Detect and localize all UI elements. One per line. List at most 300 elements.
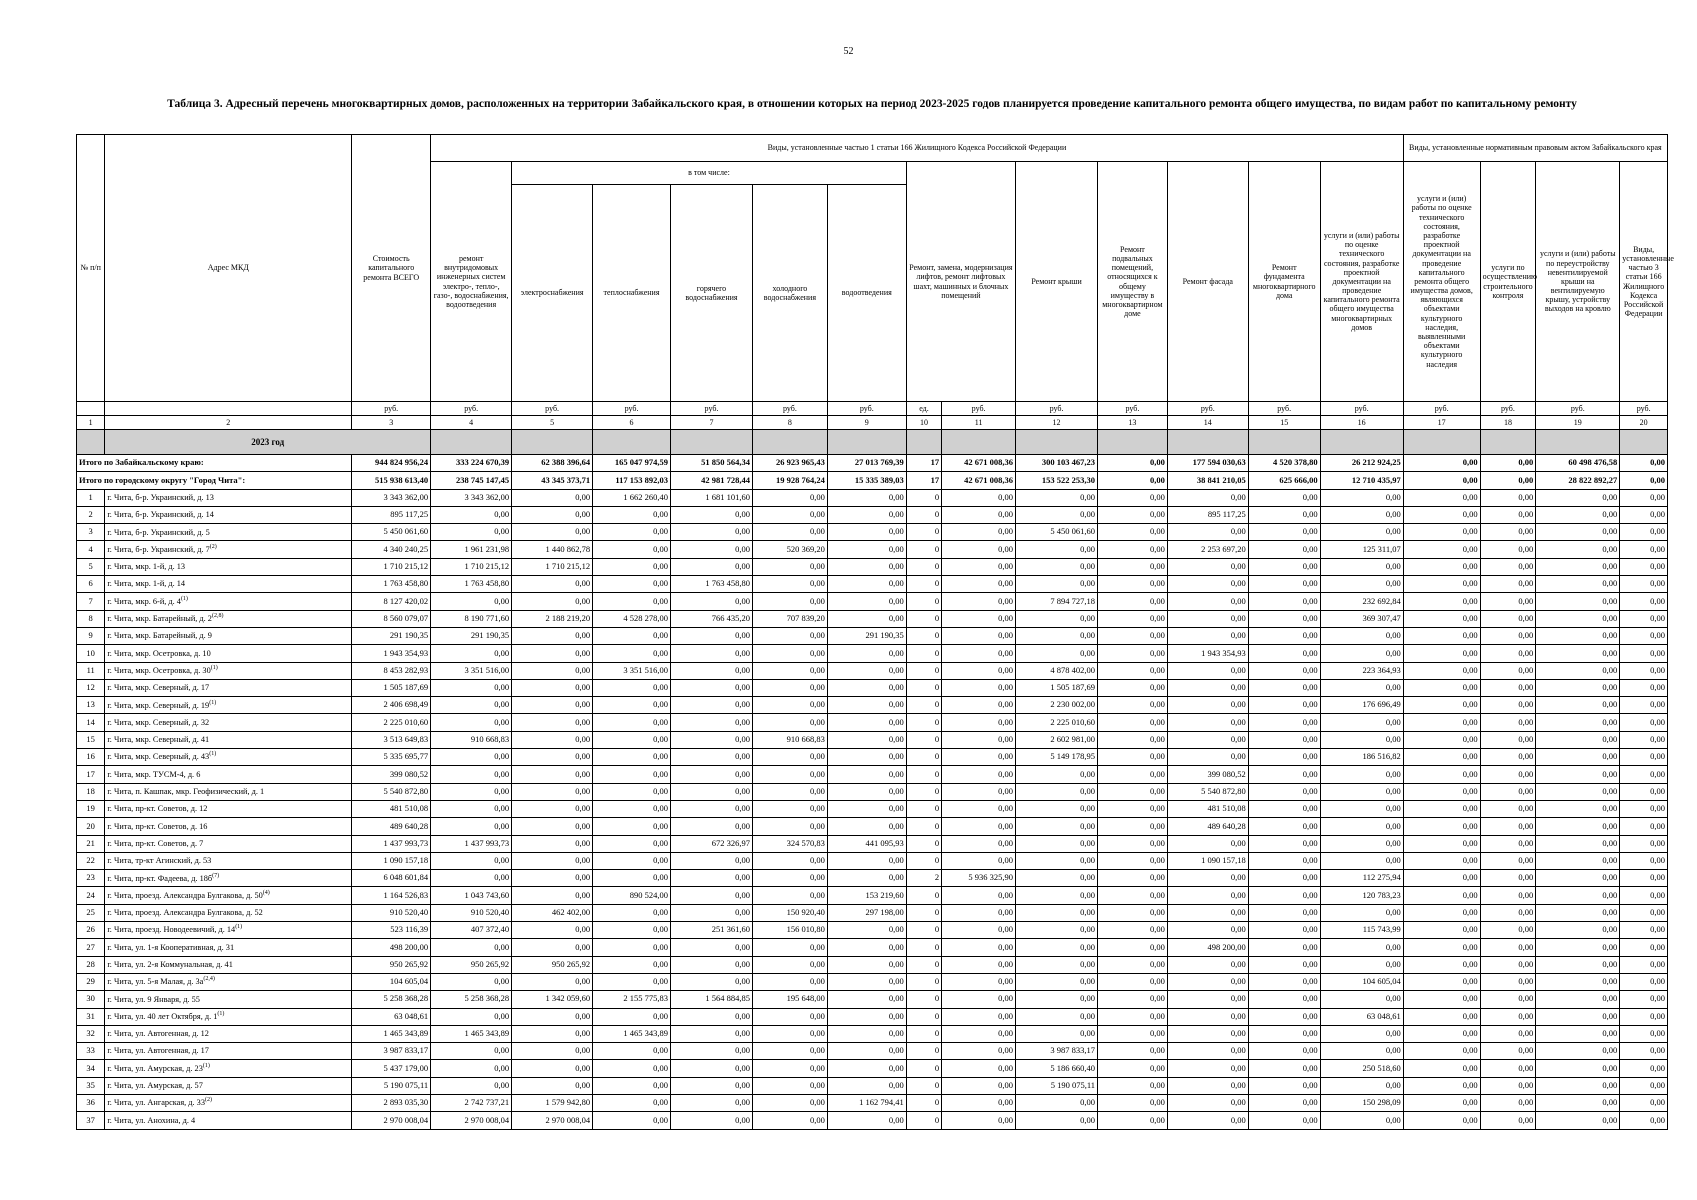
value-cell: 0,00 [942,922,1016,939]
value-cell: 0,00 [1320,991,1403,1008]
address-cell [105,697,352,714]
value-cell: 4 340 240,25 [352,541,431,558]
value-cell: 0,00 [1016,783,1098,800]
unit-cell: руб. [827,402,906,416]
value-cell: 0,00 [1620,766,1668,783]
value-cell: 0,00 [752,662,827,679]
value-cell: 0,00 [1620,731,1668,748]
value-cell: 0,00 [1016,489,1098,506]
address-cell [105,783,352,800]
value-cell: 0,00 [593,714,671,731]
value-cell: 0,00 [1167,662,1248,679]
value-cell: 0,00 [1320,904,1403,921]
row-number-cell: 11 [77,662,105,679]
value-cell: 0 [906,766,941,783]
value-cell: 0,00 [671,593,753,610]
value-cell: 707 839,20 [752,610,827,627]
value-cell: 0,00 [1480,714,1536,731]
value-cell: 0,00 [1480,852,1536,869]
value-cell: 0,00 [1536,558,1620,575]
address-text: г. Чита, ул. Автогенная, д. 17 [107,1046,209,1056]
value-cell: 0,00 [1536,714,1620,731]
value-cell: 0,00 [1536,766,1620,783]
value-cell: 0,00 [752,749,827,766]
value-cell: 0,00 [593,939,671,956]
table-row [77,852,1668,869]
value-cell: 4 528 278,00 [593,610,671,627]
value-cell: 0,00 [1248,1112,1320,1129]
address-text: г. Чита, б-р. Украинский, д. 7 [107,544,210,554]
header-group-federal: Виды, установленные частью 1 статьи 166 Жилищного Кодекса Российской Федерации [431,135,1404,162]
value-cell: 0,00 [512,697,593,714]
value-cell: 0,00 [431,524,512,541]
value-cell: 0,00 [1536,852,1620,869]
value-cell: 0,00 [512,1008,593,1025]
value-cell: 324 570,83 [752,835,827,852]
total-value-cell: 42 981 728,44 [671,472,753,489]
value-cell: 0 [906,645,941,662]
table-row [77,800,1668,817]
row-number-cell: 25 [77,904,105,921]
value-cell: 0,00 [1248,593,1320,610]
total-row [77,472,1668,489]
value-cell: 1 164 526,83 [352,887,431,904]
value-cell: 0,00 [1620,783,1668,800]
value-cell: 2 406 698,49 [352,697,431,714]
value-cell: 0,00 [1403,800,1480,817]
value-cell: 0,00 [1480,991,1536,1008]
value-cell: 0,00 [1016,939,1098,956]
value-cell: 0,00 [1403,662,1480,679]
total-value-cell: 153 522 253,30 [1016,472,1098,489]
value-cell: 1 710 215,12 [352,558,431,575]
row-number-cell: 28 [77,956,105,973]
value-cell: 369 307,47 [1320,610,1403,627]
value-cell: 0,00 [1620,1094,1668,1111]
value-cell: 950 265,92 [431,956,512,973]
unit-cell: ед. [906,402,941,416]
value-cell: 0,00 [1248,627,1320,644]
value-cell: 0,00 [827,1008,906,1025]
value-cell: 0,00 [827,973,906,990]
value-cell: 0 [906,541,941,558]
value-cell: 0,00 [1403,870,1480,887]
column-number: 17 [1403,416,1480,430]
value-cell: 0,00 [942,783,1016,800]
value-cell: 0,00 [1167,1025,1248,1042]
address-cell [105,1077,352,1094]
value-cell: 0,00 [512,593,593,610]
value-cell: 0,00 [1403,731,1480,748]
value-cell: 0,00 [827,593,906,610]
value-cell: 0,00 [1248,1025,1320,1042]
row-number-cell: 22 [77,852,105,869]
value-cell: 5 450 061,60 [1016,524,1098,541]
row-number-cell: 12 [77,679,105,696]
row-number-cell: 17 [77,766,105,783]
value-cell: 0,00 [512,800,593,817]
value-cell: 0,00 [1167,731,1248,748]
value-cell: 1 505 187,69 [352,679,431,696]
value-cell: 0,00 [1248,662,1320,679]
total-value-cell: 0,00 [1098,455,1168,472]
value-cell: 0,00 [1620,627,1668,644]
value-cell: 0,00 [1248,922,1320,939]
value-cell: 407 372,40 [431,922,512,939]
value-cell: 0,00 [1403,766,1480,783]
table-row [77,489,1668,506]
value-cell: 0,00 [671,627,753,644]
table-row [77,731,1668,748]
value-cell: 0,00 [827,870,906,887]
value-cell: 5 190 075,11 [352,1077,431,1094]
header-heritage: услуги и (или) работы по оценке технического состояния, разработке проектной документации на проведение капитального ремонта общего имущества домов, являющихся объектами культурного наследия, выявленными объектами культурного наследия [1403,162,1480,402]
value-cell: 481 510,08 [352,800,431,817]
value-cell: 0,00 [512,645,593,662]
value-cell: 0,00 [671,524,753,541]
value-cell: 910 520,40 [352,904,431,921]
value-cell: 0,00 [1248,835,1320,852]
column-number: 14 [1167,416,1248,430]
value-cell: 0 [906,697,941,714]
value-cell: 0 [906,939,941,956]
value-cell: 0,00 [1320,506,1403,523]
row-number-cell: 18 [77,783,105,800]
value-cell: 0,00 [1403,645,1480,662]
value-cell: 0,00 [1320,956,1403,973]
value-cell: 0,00 [1248,714,1320,731]
unit-cell: руб. [1320,402,1403,416]
value-cell: 0,00 [827,1077,906,1094]
value-cell: 2 970 008,04 [512,1112,593,1129]
table-row [77,973,1668,990]
value-cell: 0,00 [671,956,753,973]
value-cell: 0,00 [1098,783,1168,800]
value-cell: 0,00 [593,818,671,835]
value-cell: 2 970 008,04 [431,1112,512,1129]
value-cell: 1 043 743,60 [431,887,512,904]
row-number-cell: 9 [77,627,105,644]
value-cell: 0,00 [512,1025,593,1042]
unit-cell: руб. [752,402,827,416]
value-cell: 2 [906,870,941,887]
value-cell: 0,00 [1620,679,1668,696]
value-cell: 0,00 [1167,627,1248,644]
value-cell: 0,00 [512,679,593,696]
value-cell: 0,00 [942,835,1016,852]
value-cell: 0,00 [1480,904,1536,921]
value-cell: 0,00 [1620,1077,1668,1094]
address-cell [105,766,352,783]
total-value-cell: 165 047 974,59 [593,455,671,472]
value-cell: 0,00 [752,679,827,696]
value-cell: 0,00 [1403,904,1480,921]
value-cell: 0,00 [1248,1043,1320,1060]
value-cell: 0,00 [1403,1025,1480,1042]
value-cell: 0,00 [1167,1094,1248,1111]
value-cell: 0,00 [512,524,593,541]
value-cell: 0,00 [431,645,512,662]
value-cell: 0,00 [1248,541,1320,558]
value-cell: 0,00 [942,887,1016,904]
value-cell: 0,00 [1620,939,1668,956]
value-cell: 0,00 [752,800,827,817]
row-number-cell: 31 [77,1008,105,1025]
value-cell: 0,00 [827,783,906,800]
value-cell: 0,00 [1480,783,1536,800]
value-cell: 0,00 [1620,1060,1668,1077]
value-cell: 3 987 833,17 [352,1043,431,1060]
value-cell: 523 116,39 [352,922,431,939]
value-cell: 0,00 [827,714,906,731]
address-cell [105,749,352,766]
value-cell: 0,00 [1016,991,1098,1008]
value-cell: 0,00 [512,506,593,523]
value-cell: 3 351 516,00 [593,662,671,679]
column-number: 11 [942,416,1016,430]
value-cell: 8 127 420,02 [352,593,431,610]
table-row [77,956,1668,973]
value-cell: 0,00 [942,714,1016,731]
unit-cell: руб. [1620,402,1668,416]
value-cell: 0,00 [1248,731,1320,748]
value-cell: 0,00 [752,1077,827,1094]
column-number: 6 [593,416,671,430]
footnote-marker: (2,4) [203,976,215,983]
column-number: 7 [671,416,753,430]
value-cell: 0,00 [1480,576,1536,593]
value-cell: 0,00 [942,1060,1016,1077]
value-cell: 0,00 [512,818,593,835]
value-cell: 186 516,82 [1320,749,1403,766]
value-cell: 0,00 [827,524,906,541]
page-number: 52 [843,46,854,57]
value-cell: 0,00 [671,662,753,679]
unit-cell: руб. [942,402,1016,416]
address-text: г. Чита, проезд. Александра Булгакова, д. 52 [107,908,263,918]
total-value-cell: 4 520 378,80 [1248,455,1320,472]
value-cell: 0,00 [752,558,827,575]
value-cell: 0,00 [942,939,1016,956]
value-cell: 0,00 [1098,610,1168,627]
value-cell: 0,00 [827,610,906,627]
value-cell: 0,00 [1480,766,1536,783]
value-cell: 0,00 [671,1060,753,1077]
value-cell: 0,00 [1620,662,1668,679]
value-cell: 0,00 [1620,991,1668,1008]
row-number-cell: 13 [77,697,105,714]
value-cell: 0,00 [827,1112,906,1129]
value-cell: 0,00 [1167,973,1248,990]
total-value-cell: 238 745 147,45 [431,472,512,489]
value-cell: 0,00 [1620,956,1668,973]
column-numbers-row [77,416,1668,430]
value-cell: 0,00 [1536,939,1620,956]
total-label: Итого по городскому округу "Город Чита": [77,472,352,489]
column-number: 12 [1016,416,1098,430]
column-number: 8 [752,416,827,430]
value-cell: 0,00 [1620,904,1668,921]
value-cell: 0,00 [1248,870,1320,887]
value-cell: 0,00 [1098,541,1168,558]
value-cell: 0,00 [1167,1008,1248,1025]
total-value-cell: 0,00 [1403,472,1480,489]
value-cell: 0,00 [431,766,512,783]
value-cell: 0,00 [1536,1112,1620,1129]
value-cell: 0,00 [671,714,753,731]
value-cell: 0,00 [1403,749,1480,766]
value-cell: 250 518,60 [1320,1060,1403,1077]
address-cell [105,922,352,939]
address-text: г. Чита, п. Кашпак, мкр. Геофизический, д. 1 [107,787,265,797]
value-cell: 910 668,83 [431,731,512,748]
value-cell: 0,00 [1098,1094,1168,1111]
value-cell: 0,00 [1403,939,1480,956]
row-number-cell: 36 [77,1094,105,1111]
address-cell [105,593,352,610]
value-cell: 0,00 [1167,991,1248,1008]
footnote-marker: (2) [204,1097,212,1104]
value-cell: 0,00 [1480,489,1536,506]
total-value-cell: 0,00 [1620,455,1668,472]
value-cell: 1 943 354,93 [352,645,431,662]
value-cell: 0,00 [1536,679,1620,696]
total-value-cell: 42 671 008,36 [942,455,1016,472]
total-value-cell: 19 928 764,24 [752,472,827,489]
value-cell: 0,00 [512,576,593,593]
table-row [77,524,1668,541]
year-label: 2023 год [105,430,431,455]
value-cell: 0,00 [1016,1008,1098,1025]
value-cell: 2 155 775,83 [593,991,671,1008]
address-text: г. Чита, ул. 1-я Кооперативная, д. 31 [107,942,235,952]
value-cell: 251 361,60 [671,922,753,939]
value-cell: 0,00 [1403,558,1480,575]
value-cell: 0,00 [431,939,512,956]
value-cell: 0,00 [593,835,671,852]
value-cell: 0,00 [671,558,753,575]
value-cell: 0,00 [827,506,906,523]
table-row [77,645,1668,662]
value-cell: 0,00 [671,973,753,990]
value-cell: 0,00 [671,731,753,748]
value-cell: 0,00 [593,593,671,610]
value-cell: 0,00 [1248,749,1320,766]
value-cell: 0,00 [1620,645,1668,662]
table-row [77,679,1668,696]
value-cell: 0,00 [827,731,906,748]
address-text: г. Чита, мкр. Северный, д. 43 [107,752,210,762]
value-cell: 5 936 325,90 [942,870,1016,887]
value-cell: 0 [906,524,941,541]
value-cell: 0,00 [593,576,671,593]
value-cell: 0,00 [671,749,753,766]
table-row [77,576,1668,593]
value-cell: 0 [906,558,941,575]
value-cell: 0,00 [1167,922,1248,939]
row-number-cell: 15 [77,731,105,748]
address-text: г. Чита, мкр. Батарейный, д. 9 [107,631,212,641]
table-row [77,506,1668,523]
value-cell: 2 742 737,21 [431,1094,512,1111]
value-cell: 0,00 [1098,697,1168,714]
value-cell: 498 200,00 [1167,939,1248,956]
value-cell: 0 [906,714,941,731]
header-no: № п/п [77,135,105,402]
value-cell: 1 763 458,80 [671,576,753,593]
table-row [77,1025,1668,1042]
value-cell: 104 605,04 [352,973,431,990]
value-cell: 0,00 [1403,1008,1480,1025]
value-cell: 0 [906,506,941,523]
value-cell: 0,00 [1536,610,1620,627]
total-value-cell: 0,00 [1098,472,1168,489]
value-cell: 0,00 [942,1025,1016,1042]
value-cell: 0,00 [1016,541,1098,558]
value-cell: 0,00 [512,783,593,800]
value-cell: 0,00 [827,697,906,714]
value-cell: 3 513 649,83 [352,731,431,748]
total-value-cell: 28 822 892,27 [1536,472,1620,489]
value-cell: 0,00 [1403,610,1480,627]
total-value-cell: 625 666,00 [1248,472,1320,489]
address-text: г. Чита, пр-кт. Советов, д. 7 [107,838,204,848]
value-cell: 5 540 872,80 [1167,783,1248,800]
value-cell: 0,00 [1167,558,1248,575]
value-cell: 0,00 [431,593,512,610]
value-cell: 0,00 [512,870,593,887]
value-cell: 0 [906,731,941,748]
value-cell: 0,00 [1248,766,1320,783]
unit-cell: руб. [512,402,593,416]
value-cell: 0,00 [671,904,753,921]
column-number: 9 [827,416,906,430]
value-cell: 0,00 [827,991,906,1008]
value-cell: 0,00 [1480,973,1536,990]
value-cell: 0,00 [1016,576,1098,593]
value-cell: 0 [906,1043,941,1060]
value-cell: 0,00 [671,541,753,558]
value-cell: 0,00 [1403,593,1480,610]
value-cell: 5 190 075,11 [1016,1077,1098,1094]
value-cell: 0,00 [512,766,593,783]
value-cell: 0,00 [1167,489,1248,506]
value-cell: 399 080,52 [1167,766,1248,783]
value-cell: 0,00 [1098,956,1168,973]
value-cell: 2 225 010,60 [1016,714,1098,731]
value-cell: 0,00 [431,679,512,696]
total-value-cell: 0,00 [1480,472,1536,489]
value-cell: 0,00 [1320,766,1403,783]
value-cell: 195 648,00 [752,991,827,1008]
value-cell: 0,00 [1480,524,1536,541]
value-cell: 0,00 [942,991,1016,1008]
header-electric: электроснабжения [512,185,593,402]
value-cell: 462 402,00 [512,904,593,921]
value-cell: 0,00 [593,956,671,973]
value-cell: 1 662 260,40 [593,489,671,506]
value-cell: 0,00 [1620,524,1668,541]
address-text: г. Чита, ул. Автогенная, д. 12 [107,1029,209,1039]
table-row [77,541,1668,558]
value-cell: 0,00 [752,506,827,523]
value-cell: 0 [906,1112,941,1129]
value-cell: 0,00 [752,697,827,714]
address-cell [105,956,352,973]
value-cell: 223 364,93 [1320,662,1403,679]
value-cell: 0,00 [1620,800,1668,817]
value-cell: 0,00 [1620,489,1668,506]
